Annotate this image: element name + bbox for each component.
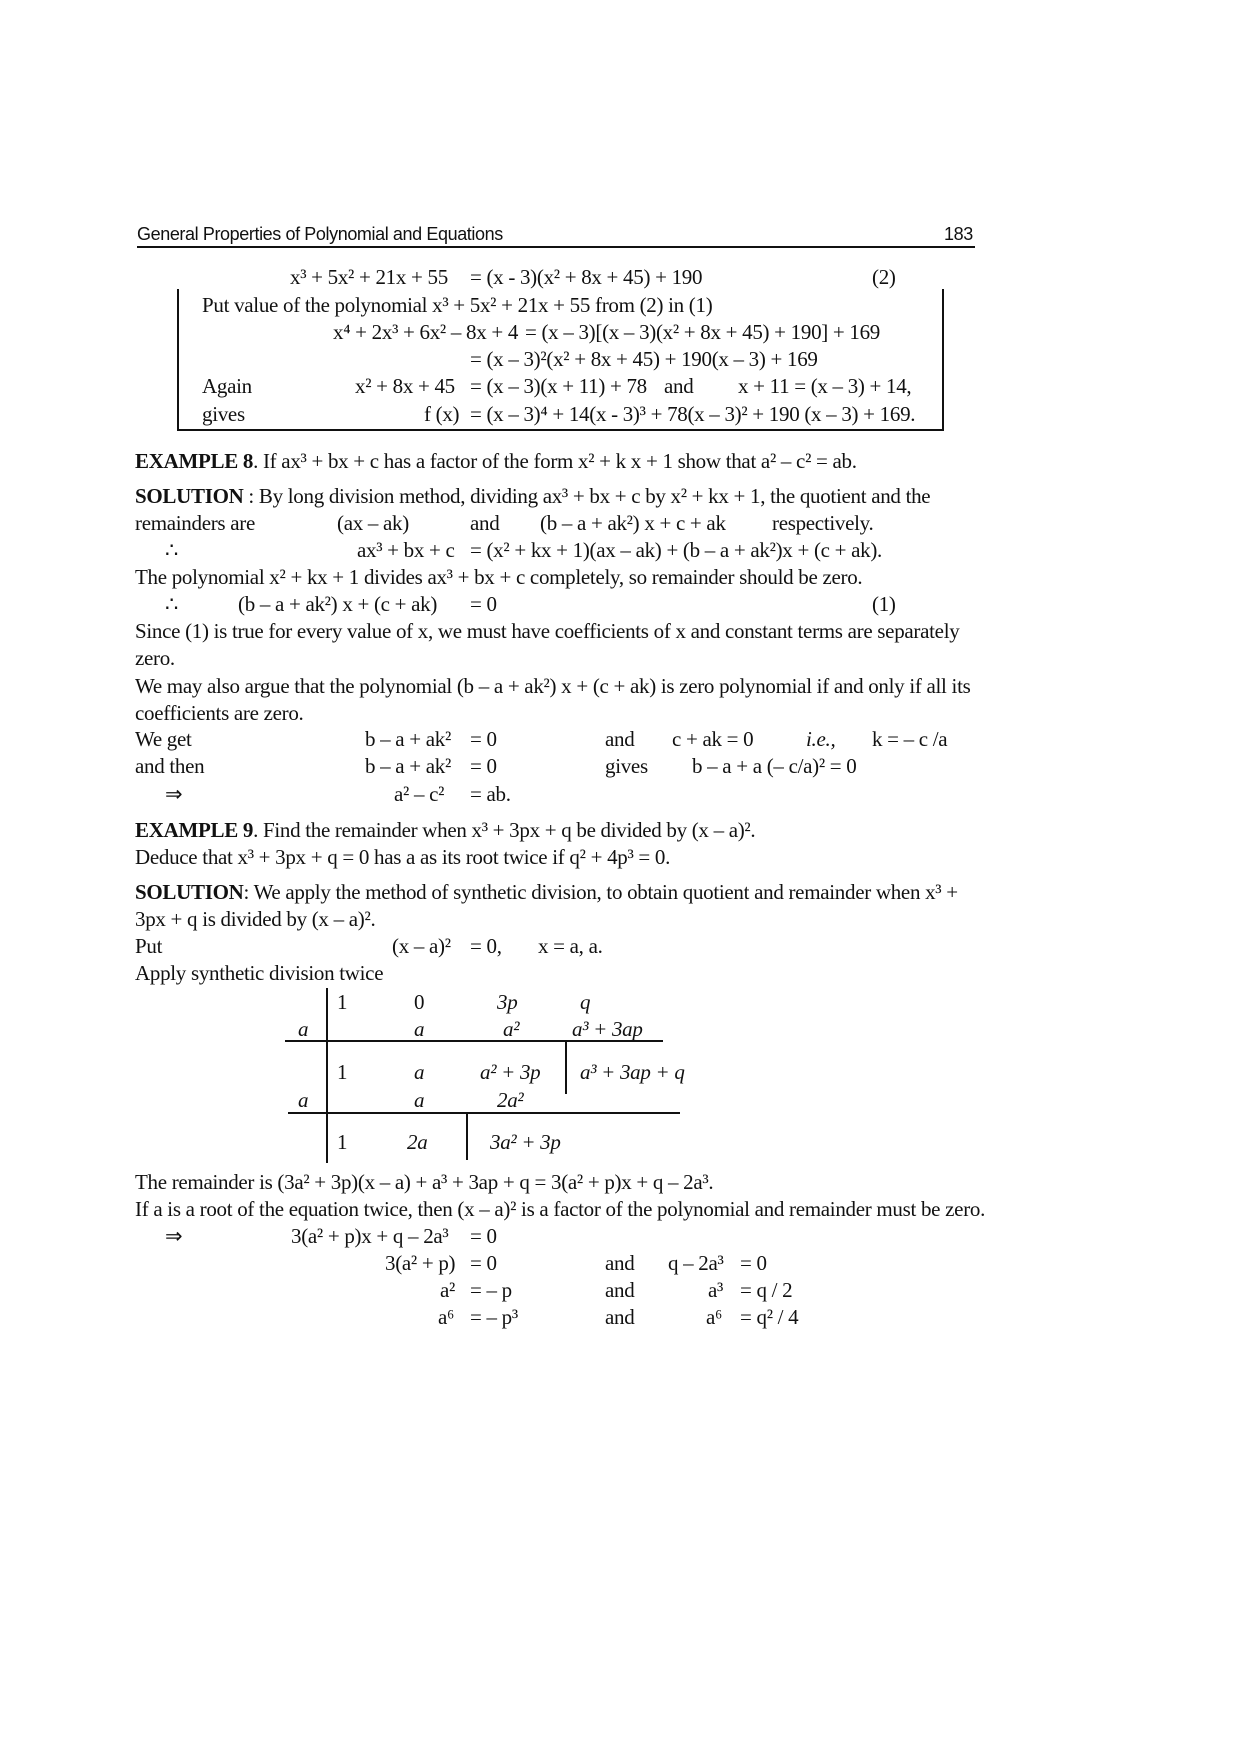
again-tail: x + 11 = (x – 3) + 14, bbox=[738, 374, 912, 398]
again-label: Again bbox=[202, 374, 252, 398]
c1b-rhs: = 0 bbox=[740, 1251, 767, 1275]
row5-cell: 2a bbox=[407, 1130, 428, 1154]
remainder-1: a³ + 3ap + q bbox=[580, 1060, 685, 1084]
example9-solution-intro-1: : We apply the method of synthetic division, to obtain quotient and remainder when x³ + bbox=[243, 880, 958, 904]
eq2-lhs: x³ + 5x² + 21x + 55 bbox=[290, 265, 448, 289]
header-rule bbox=[137, 246, 975, 248]
again-rhs: = (x – 3)(x + 11) + 78 bbox=[470, 374, 647, 398]
put-label: Put bbox=[135, 934, 163, 958]
row3-cell: a bbox=[414, 1060, 425, 1084]
we-get-ie: i.e., bbox=[806, 727, 836, 751]
row3-cell: 1 bbox=[337, 1060, 348, 1084]
eq1-rhs: = 0 bbox=[470, 592, 497, 616]
table-rule-2 bbox=[288, 1112, 680, 1114]
c1-lhs: 3(a² + p) bbox=[385, 1251, 456, 1275]
remainder-text: The remainder is (3a² + 3p)(x – a) + a³ + 3ap + q = 3(a² + p)x + q – 2a³. bbox=[135, 1170, 714, 1194]
respectively: respectively. bbox=[772, 511, 874, 535]
c3-lhs: a⁶ bbox=[438, 1305, 455, 1329]
quotient: (ax – ak) bbox=[337, 511, 409, 535]
eq1-label: (1) bbox=[872, 592, 896, 616]
table-vertical-main bbox=[326, 988, 328, 1163]
final-lhs: a² – c² bbox=[394, 782, 445, 806]
example8-statement: . If ax³ + bx + c has a factor of the form x² + k x + 1 show that a² – c² = ab. bbox=[253, 449, 857, 473]
therefore-1: ∴ bbox=[165, 538, 179, 562]
row4-cell: a bbox=[414, 1088, 425, 1112]
divisor-1: a bbox=[298, 1017, 309, 1041]
line3-lhs: x⁴ + 2x³ + 6x² – 8x + 4 bbox=[333, 320, 519, 344]
example8-solution-intro: : By long division method, dividing ax³ + bx + c by x² + kx + 1, the quotient and the bbox=[243, 484, 931, 508]
c1-and: and bbox=[605, 1251, 635, 1275]
root-text: If a is a root of the equation twice, then (x – a)² is a factor of the polynomial and remainder must be zero. bbox=[135, 1197, 986, 1221]
row1-coef: 1 bbox=[337, 990, 348, 1014]
c1b-lhs: q – 2a³ bbox=[668, 1251, 724, 1275]
example8-heading: EXAMPLE 8 bbox=[135, 449, 254, 473]
therefore-2: ∴ bbox=[165, 592, 179, 616]
c3b-rhs: = q² / 4 bbox=[740, 1305, 799, 1329]
implies-arrow: ⇒ bbox=[165, 782, 183, 806]
box-left-border bbox=[177, 289, 179, 431]
remainders-label: remainders are bbox=[135, 511, 255, 535]
final-rhs: = ab. bbox=[470, 782, 511, 806]
we-get-k: k = – c /a bbox=[872, 727, 948, 751]
c2-and: and bbox=[605, 1278, 635, 1302]
row2-cell: a bbox=[414, 1017, 425, 1041]
and-then-lhs: b – a + ak² bbox=[365, 754, 451, 778]
divides-text: The polynomial x² + kx + 1 divides ax³ + bx + c completely, so remainder should be zero. bbox=[135, 565, 863, 589]
cond-rhs: = 0 bbox=[470, 1224, 497, 1248]
gives-rhs: = (x – 3)⁴ + 14(x - 3)³ + 78(x – 3)² + 190 (x – 3) + 169. bbox=[470, 402, 916, 426]
line3-rhs: = (x – 3)[(x – 3)(x² + 8x + 45) + 190] + 169 bbox=[525, 320, 881, 344]
row1-coef: 0 bbox=[414, 990, 425, 1014]
gives-lhs: f (x) bbox=[424, 402, 460, 426]
running-header-title: General Properties of Polynomial and Equations bbox=[137, 224, 503, 244]
and-then-label: and then bbox=[135, 754, 205, 778]
table-vertical-remainder-2 bbox=[466, 1114, 468, 1160]
example9-statement: . Find the remainder when x³ + 3px + q be divided by (x – a)². bbox=[253, 818, 756, 842]
c2-rhs: = – p bbox=[470, 1278, 512, 1302]
we-get-label: We get bbox=[135, 727, 192, 751]
we-get-and: and bbox=[605, 727, 635, 751]
put-value-text: Put value of the polynomial x³ + 5x² + 21x + 55 from (2) in (1) bbox=[202, 293, 713, 317]
row2-cell: a³ + 3ap bbox=[572, 1017, 643, 1041]
we-get-c: c + ak = 0 bbox=[672, 727, 754, 751]
implies-arrow: ⇒ bbox=[165, 1224, 183, 1248]
put-rhs: = 0, bbox=[470, 934, 502, 958]
c3-rhs: = – p³ bbox=[470, 1305, 518, 1329]
remainder-expr: (b – a + ak²) x + c + ak bbox=[540, 511, 726, 535]
box-bottom-border bbox=[177, 429, 944, 431]
gives-label: gives bbox=[202, 402, 245, 426]
apply-text: Apply synthetic division twice bbox=[135, 961, 384, 985]
row2-cell: a² bbox=[503, 1017, 520, 1041]
c2-lhs: a² bbox=[440, 1278, 456, 1302]
again-lhs: x² + 8x + 45 bbox=[355, 374, 455, 398]
remainder-2: 3a² + 3p bbox=[490, 1130, 561, 1154]
eq2-label: (2) bbox=[872, 265, 896, 289]
example9-solution-intro-2: 3px + q is divided by (x – a)². bbox=[135, 907, 376, 931]
example8-solution-label: SOLUTION bbox=[135, 484, 244, 508]
row5-cell: 1 bbox=[337, 1130, 348, 1154]
cond-lhs: 3(a² + p)x + q – 2a³ bbox=[291, 1224, 449, 1248]
and-then-gives: gives bbox=[605, 754, 648, 778]
c1-rhs: = 0 bbox=[470, 1251, 497, 1275]
put-roots: x = a, a. bbox=[538, 934, 603, 958]
argue-text-2: coefficients are zero. bbox=[135, 701, 304, 725]
c3b-lhs: a⁶ bbox=[706, 1305, 723, 1329]
row3-cell: a² + 3p bbox=[480, 1060, 541, 1084]
example9-solution-label: SOLUTION bbox=[135, 880, 244, 904]
since-text-1: Since (1) is true for every value of x, we must have coefficients of x and constant terms are separately bbox=[135, 619, 960, 643]
row4-cell: 2a² bbox=[497, 1088, 524, 1112]
line4-rhs: = (x – 3)²(x² + 8x + 45) + 190(x – 3) + 169 bbox=[470, 347, 818, 371]
divisor-2: a bbox=[298, 1088, 309, 1112]
box-right-border bbox=[942, 289, 944, 431]
we-get-rhs: = 0 bbox=[470, 727, 497, 751]
page-number: 183 bbox=[944, 224, 973, 244]
c2b-lhs: a³ bbox=[708, 1278, 724, 1302]
again-and: and bbox=[664, 374, 694, 398]
and-1: and bbox=[470, 511, 500, 535]
table-vertical-remainder-1 bbox=[565, 1042, 567, 1094]
identity-lhs: ax³ + bx + c bbox=[357, 538, 455, 562]
eq2-rhs: = (x - 3)(x² + 8x + 45) + 190 bbox=[470, 265, 703, 289]
eq1-lhs: (b – a + ak²) x + (c + ak) bbox=[238, 592, 438, 616]
row1-coef: q bbox=[580, 990, 591, 1014]
and-then-rhs: = 0 bbox=[470, 754, 497, 778]
example9-heading: EXAMPLE 9 bbox=[135, 818, 254, 842]
and-then-result: b – a + a (– c/a)² = 0 bbox=[692, 754, 857, 778]
c3-and: and bbox=[605, 1305, 635, 1329]
identity-rhs: = (x² + kx + 1)(ax – ak) + (b – a + ak²)x + (c + ak). bbox=[470, 538, 882, 562]
since-text-2: zero. bbox=[135, 646, 175, 670]
row1-coef: 3p bbox=[497, 990, 518, 1014]
c2b-rhs: = q / 2 bbox=[740, 1278, 793, 1302]
put-lhs: (x – a)² bbox=[392, 934, 451, 958]
example9-deduce: Deduce that x³ + 3px + q = 0 has a as its root twice if q² + 4p³ = 0. bbox=[135, 845, 671, 869]
we-get-lhs: b – a + ak² bbox=[365, 727, 451, 751]
argue-text-1: We may also argue that the polynomial (b – a + ak²) x + (c + ak) is zero polynomial if and only if all its bbox=[135, 674, 971, 698]
